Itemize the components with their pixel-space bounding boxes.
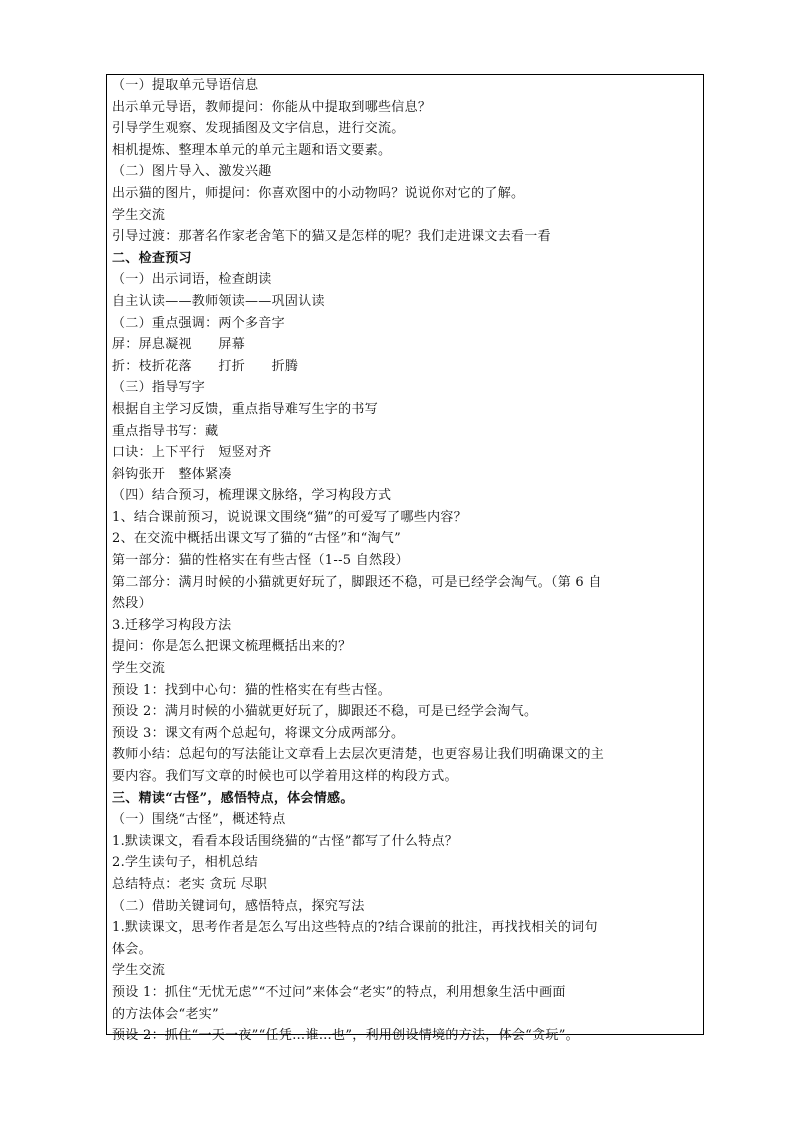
text-line: （四）结合预习，梳理课文脉络，学习构段方式 <box>112 488 392 504</box>
text-line: 2、在交流中概括出课文写了猫的“古怪”和“淘气” <box>112 531 402 547</box>
text-line: 1.默读课文，思考作者是怎么写出这些特点的?结合课前的批注，再找找相关的词句 <box>112 920 598 936</box>
text-line: 学生交流 <box>112 963 166 979</box>
text-line: 总结特点：老实 贪玩 尽职 <box>112 876 268 892</box>
text-line: （一）围绕“古怪”，概述特点 <box>112 812 286 828</box>
section-heading: 三、精读“古怪”，感悟特点，体会情感。 <box>112 790 354 806</box>
text-line: 相机提炼、整理本单元的单元主题和语文要素。 <box>112 142 392 158</box>
lesson-plan-text <box>112 75 702 1047</box>
text-line: 引导学生观察、发现插图及文字信息，进行交流。 <box>112 121 405 137</box>
text-line: 2.学生读句子，相机总结 <box>112 855 259 871</box>
text-line: （二）重点强调：两个多音字 <box>112 315 285 331</box>
text-line: 折：枝折花落 打折 折腾 <box>112 358 299 374</box>
text-line: 预设 2：满月时候的小猫就更好玩了，脚跟还不稳，可是已经学会淘气。 <box>112 704 538 720</box>
text-line: 提问：你是怎么把课文梳理概括出来的？ <box>112 639 352 655</box>
text-line: 自主认读——教师领读——巩固认读 <box>112 293 325 309</box>
text-line: 预设 1：抓住“无忧无虑”“不过问”来体会“老实”的特点，利用想象生活中画面 <box>112 984 566 1000</box>
text-line: 预设 1：找到中心句：猫的性格实在有些古怪。 <box>112 682 392 698</box>
text-line: 出示单元导语，教师提问：你能从中提取到哪些信息？ <box>112 99 432 115</box>
text-line: 教师小结：总起句的写法能让文章看上去层次更清楚，也更容易让我们明确课文的主 <box>112 747 605 763</box>
text-line: 斜钩张开 整体紧凑 <box>112 466 232 482</box>
text-line: 预设 2：抓住“一天一夜”“任凭…谁…也”，利用创设情境的方法，体会“贪玩”。 <box>112 1028 579 1044</box>
text-line: 1.默读课文，看看本段话围绕猫的“古怪”都写了什么特点？ <box>112 833 459 849</box>
text-line: 学生交流 <box>112 661 166 677</box>
text-line: 要内容。我们写文章的时候也可以学着用这样的构段方式。 <box>112 769 458 784</box>
text-line: （二）借助关键词句，感悟特点，探究写法 <box>112 898 365 914</box>
text-line: 重点指导书写：藏 <box>112 423 219 439</box>
text-line: 预设 3：课文有两个总起句，将课文分成两部分。 <box>112 725 405 741</box>
text-line: （一）提取单元导语信息 <box>112 78 259 93</box>
text-line: 出示猫的图片，师提问：你喜欢图中的小动物吗？说说你对它的了解。 <box>112 185 525 201</box>
text-line: 的方法体会“老实” <box>112 1006 219 1022</box>
text-line: 体会。 <box>112 941 152 957</box>
text-line: 第一部分：猫的性格实在有些古怪（1--5 自然段） <box>112 553 409 569</box>
text-line: 屏：屏息凝视 屏幕 <box>112 337 246 353</box>
text-line: 然段） <box>112 596 152 612</box>
text-line: （一）出示词语，检查朗读 <box>112 272 272 288</box>
text-line: 第二部分：满月时候的小猫就更好玩了，脚跟还不稳，可是已经学会淘气。（第 6 自 <box>112 574 602 590</box>
text-line: 1、结合课前预习，说说课文围绕“猫”的可爱写了哪些内容？ <box>112 509 467 525</box>
text-line: （三）指导写字 <box>112 380 206 396</box>
text-line: 引导过渡：那著名作家老舍笔下的猫又是怎样的呢？我们走进课文去看一看 <box>112 229 551 245</box>
text-line: 根据自主学习反馈，重点指导难写生字的书写 <box>112 401 379 417</box>
text-line: （二）图片导入、激发兴趣 <box>112 164 272 180</box>
section-heading: 二、检查预习 <box>112 250 192 266</box>
text-line: 口诀：上下平行 短竖对齐 <box>112 445 272 461</box>
text-line: 学生交流 <box>112 207 166 223</box>
text-line: 3.迁移学习构段方法 <box>112 617 232 633</box>
